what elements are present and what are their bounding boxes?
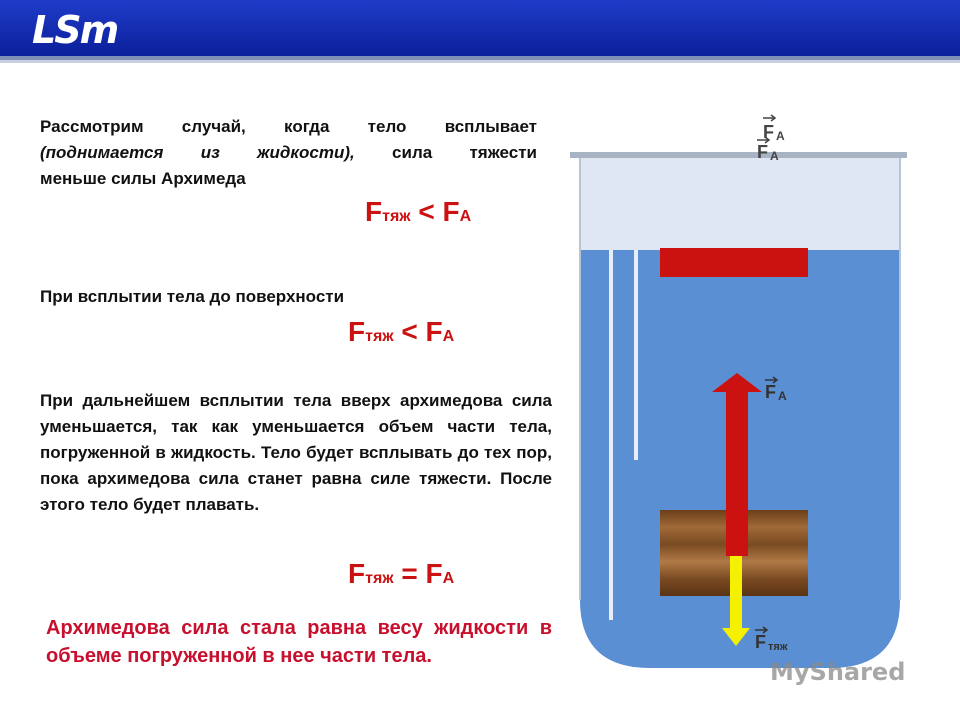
- svg-text:тяж: тяж: [768, 641, 788, 653]
- paragraph-2: При всплытии тела до поверхности: [40, 287, 345, 306]
- buoyancy-arrow-shaft: [726, 392, 748, 556]
- formula-2-right: F: [425, 316, 443, 347]
- formula-1-right-sub: A: [459, 208, 472, 225]
- svg-text:F: F: [765, 382, 776, 402]
- svg-text:A: A: [776, 129, 785, 143]
- vessel-air: [580, 158, 900, 250]
- formula-3-left: F: [348, 558, 366, 589]
- formula-1-op: <: [418, 196, 435, 227]
- formula-2-left: F: [348, 316, 366, 347]
- formula-3-left-sub: тяж: [365, 570, 394, 587]
- paragraph-1-line-3: меньше силы Архимеда: [40, 169, 246, 188]
- vessel-tube-1: [609, 250, 613, 620]
- formula-2-left-sub: тяж: [365, 328, 394, 345]
- formula-1-right: F: [442, 196, 460, 227]
- watermark: MyShared: [770, 658, 906, 686]
- svg-text:F: F: [763, 122, 774, 142]
- floating-body: [660, 248, 808, 277]
- paragraph-1-rest: сила тяжести: [354, 143, 538, 162]
- paragraph-3: При дальнейшем всплытии тела вверх архимедова сила уменьшается, так как уменьшается объем части тела, погруженной в жидкость. Тело будет всплывать до тех пор, пока архимедова сила станет равна силе тяжести. После этого тело будет плавать.: [40, 391, 552, 514]
- svg-text:A: A: [778, 389, 787, 403]
- formula-3-right: F: [425, 558, 443, 589]
- svg-text:F: F: [755, 632, 766, 652]
- formula-3-op: =: [401, 558, 418, 589]
- svg-text:A: A: [770, 149, 779, 163]
- formula-1-left-sub: тяж: [382, 208, 411, 225]
- vessel-tube-2: [634, 250, 638, 460]
- formula-2-op: <: [401, 316, 418, 347]
- formula-2-right-sub: A: [442, 328, 455, 345]
- svg-text:F: F: [757, 142, 768, 162]
- paragraph-1-line-1: Рассмотрим случай, когда тело всплывает: [40, 117, 537, 136]
- gravity-arrow-shaft: [730, 556, 742, 628]
- vessel-rim: [570, 152, 907, 158]
- formula-3-right-sub: A: [442, 570, 455, 587]
- formula-1-left: F: [365, 196, 383, 227]
- logo: LSm: [32, 8, 118, 52]
- conclusion-text: Архимедова сила стала равна весу жидкости в объеме погруженной в нее части тела.: [46, 617, 552, 667]
- paragraph-1-italic: (поднимается из жидкости),: [40, 143, 355, 162]
